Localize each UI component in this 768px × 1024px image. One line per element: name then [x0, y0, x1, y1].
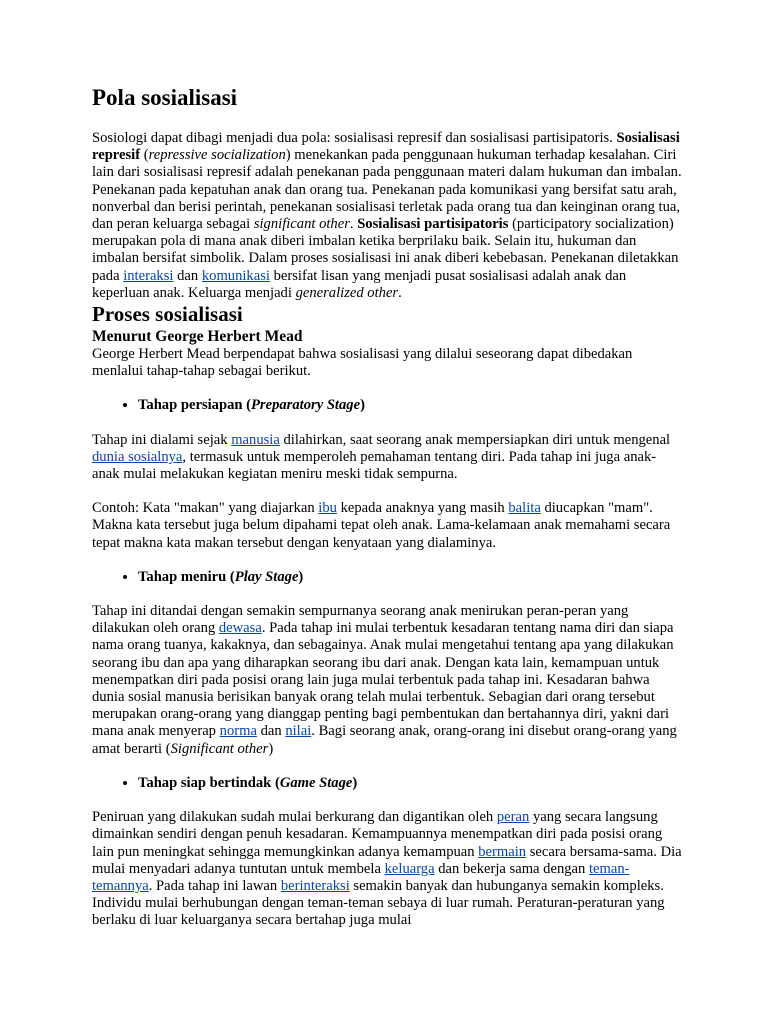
text-run: dilahirkan, saat seorang anak mempersiapkan diri untuk mengenal — [279, 431, 671, 448]
text-run: dan — [256, 723, 286, 740]
text-run: bersifat lisan yang menjadi pusat sosialisasi adalah anak dan keperluan anak. Keluarga menjadi — [92, 267, 627, 301]
text-run: (participatory socialization) merupakan pola di mana anak diberi imbalan ketika berprilaku baik. Selain itu, hukuman dan imbalan bersifat simbolik. Dalam proses sosialisasi ini anak diberi kebebasan. Penekanan diletakkan pada — [92, 216, 679, 284]
stage-label-close: ) — [298, 568, 304, 585]
text-run: . Pada tahap ini mulai terbentuk kesadaran tentang nama diri dan siapa nama orang tuanya, kakaknya, dan sebagainya. Anak mulai mengetahui tentang apa yang dilakukan seorang ibu dan apa yang diharapkan seorang ibu dari anak. Dengan kata lain, kemampuan untuk menempatkan diri pada posisi orang lain juga mulai terbentuk pada tahap ini. Kesadaran bahwa dunia sosial manusia berisikan banyak orang telah mulai terbentuk. Sebagian dari orang tersebut merupakan orang-orang yang dianggap penting bagi pembentukan dan bertahannya diri, yakni dari mana anak menyerap — [92, 620, 674, 740]
link-berinteraksi[interactable]: berinteraksi — [280, 877, 350, 894]
text-run: , termasuk untuk memperoleh pemahaman tentang diri. Pada tahap ini juga anak-anak mulai melakukan kegiatan meniru meski tidak sempurna. — [92, 448, 657, 483]
link-dewasa[interactable]: dewasa — [218, 620, 262, 637]
link-interaksi[interactable]: interaksi — [123, 267, 174, 284]
link-balita[interactable]: balita — [508, 500, 541, 517]
text-run: . — [349, 216, 358, 233]
document-page — [92, 84, 682, 930]
stage-heading-game — [138, 775, 682, 792]
text-run: secara bersama-sama. Dia mulai menyadari adanya tuntutan untuk membela — [92, 843, 682, 877]
link-teman-temannya[interactable]: teman-temannya — [92, 860, 630, 894]
stage-label: Tahap siap bertindak ( — [138, 774, 280, 791]
stage-label: Tahap persiapan ( — [138, 397, 252, 414]
paragraph-stage3-desc — [92, 809, 682, 929]
term-significant-other-2: Significant other — [170, 740, 269, 757]
paragraph-mead-intro: George Herbert Mead berpendapat bahwa sosialisasi yang dilalui seseorang dapat dibedakan menlalui tahap-tahap sebagai berikut. — [92, 346, 633, 380]
term-partisipatoris: Sosialisasi partisipatoris — [357, 216, 509, 233]
text-run: Tahap ini ditandai dengan semakin sempurnanya seorang anak menirukan peran-peran yang dilakukan oleh orang — [92, 603, 629, 637]
link-dunia-sosialnya[interactable]: dunia sosialnya — [92, 448, 183, 465]
stage-list-2 — [92, 569, 682, 586]
link-nilai[interactable]: nilai — [285, 723, 312, 740]
text-run: ( — [140, 147, 149, 164]
text-run: dan — [173, 267, 202, 284]
paragraph-stage1-desc — [92, 432, 682, 484]
text-run: diucapkan "mam". Makna kata tersebut juga belum dipahami tepat oleh anak. Lama-kelamaan anak memahami secara tepat makna kata makan tersebut dengan kenyataan yang dialaminya. — [92, 500, 671, 551]
section-title-proses: Proses sosialisasi — [92, 302, 243, 327]
text-run: dan bekerja sama dengan — [434, 860, 589, 877]
text-run: Tahap ini dialami sejak — [92, 431, 232, 448]
text-run: semakin banyak dan hubunganya semakin kompleks. Individu mulai berhubungan dengan teman-teman sebaya di luar rumah. Peraturan-peraturan yang berlaku di luar keluarganya secara bertahap juga mulai — [92, 877, 665, 929]
subsection-title-mead: Menurut George Herbert Mead — [92, 328, 303, 346]
link-keluarga[interactable]: keluarga — [384, 860, 435, 877]
term-represif: Sosialisasi represif — [92, 130, 680, 164]
text-run: ) — [268, 740, 274, 757]
text-run: Peniruan yang dilakukan sudah mulai berkurang dan digantikan oleh — [92, 809, 497, 826]
page-title: Pola sosialisasi — [92, 85, 238, 110]
text-run: Contoh: Kata "makan" yang diajarkan — [92, 500, 319, 517]
text-run: Sosiologi dapat dibagi menjadi dua pola: sosialisasi represif dan sosialisasi partisipatoris. — [92, 130, 617, 146]
stage-list-1 — [92, 397, 682, 414]
text-run: . — [398, 284, 402, 301]
text-run: kepada anaknya yang masih — [336, 500, 509, 517]
term-significant-other: significant other — [253, 216, 350, 233]
text-run: . Pada tahap ini lawan — [148, 877, 281, 894]
stage-label-italic: Game Stage — [279, 774, 353, 791]
term-repressive-socialization: repressive socialization — [148, 147, 286, 164]
link-peran[interactable]: peran — [496, 809, 530, 826]
paragraph-stage2-desc — [92, 603, 682, 758]
stage-heading-play — [138, 569, 682, 586]
stage-label: Tahap meniru ( — [138, 568, 235, 585]
paragraph-pola — [92, 130, 682, 302]
link-norma[interactable]: norma — [219, 723, 257, 740]
stage-label-italic: Preparatory Stage — [251, 397, 361, 414]
text-run: . Bagi seorang anak, orang-orang ini disebut orang-orang yang amat berarti ( — [92, 723, 677, 757]
text-run: yang secara langsung dimainkan sendiri dengan penuh kesadaran. Kemampuannya menempatkan diri pada posisi orang lain pun meningkat sehingga memungkinkan adanya kemampuan — [92, 809, 663, 860]
text-run: ) menekankan pada penggunaan hukuman terhadap kesalahan. Ciri lain dari sosialisasi represif adalah penekanan pada penggunaan materi dalam hukuman dan imbalan. Penekanan pada kepatuhan anak dan orang tua. Penekanan pada komunikasi yang bersifat satu arah, nonverbal dan berisi perintah, penekanan sosialisasi terletak pada orang tua dan keinginan orang tua, dan peran keluarga sebagai — [92, 147, 682, 233]
link-komunikasi[interactable]: komunikasi — [201, 267, 270, 284]
stage-list-3 — [92, 775, 682, 792]
link-bermain[interactable]: bermain — [478, 843, 527, 860]
stage-heading-preparatory — [138, 397, 682, 414]
term-generalized-other: generalized other — [295, 284, 399, 301]
link-ibu[interactable]: ibu — [318, 500, 337, 517]
link-manusia[interactable]: manusia — [231, 431, 280, 448]
stage-label-close: ) — [360, 397, 365, 414]
stage-label-italic: Play Stage — [234, 568, 299, 585]
paragraph-stage1-example — [92, 500, 682, 552]
stage-label-close: ) — [352, 774, 358, 791]
